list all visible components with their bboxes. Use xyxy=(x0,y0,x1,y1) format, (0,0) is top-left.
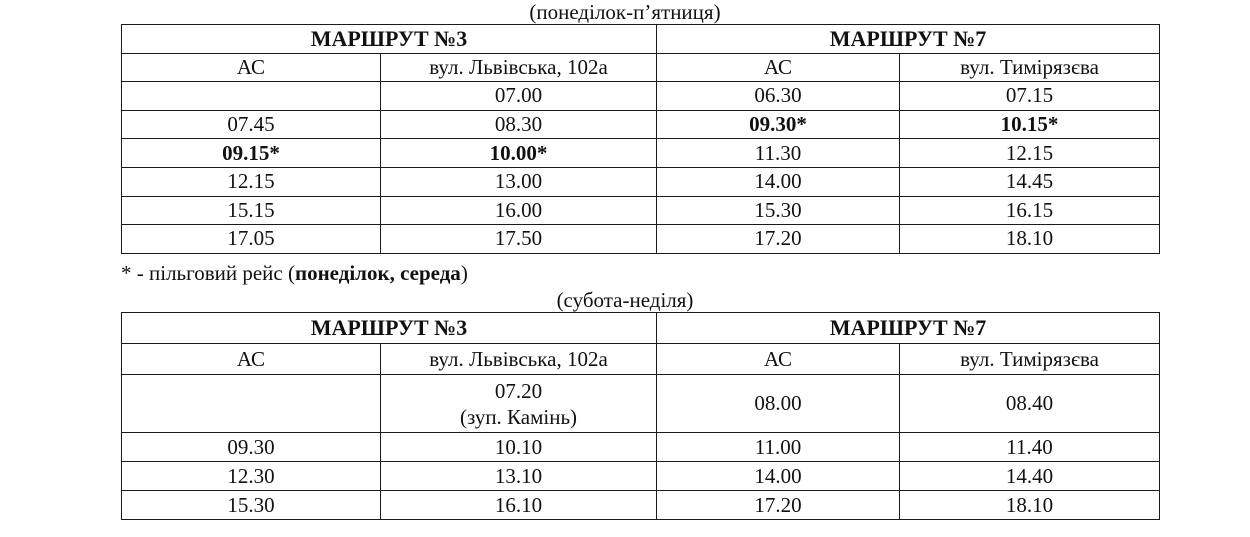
table-cell: 11.00 xyxy=(657,433,900,462)
table-cell: 15.30 xyxy=(122,491,381,520)
table-cell: 14.00 xyxy=(657,167,900,196)
table-cell: 14.45 xyxy=(900,167,1160,196)
table-row xyxy=(122,433,1160,462)
table-cell: 17.50 xyxy=(381,225,657,254)
table-cell: 14.40 xyxy=(900,462,1160,491)
footnote-prefix: * - пільговий рейс ( xyxy=(121,261,295,285)
table-cell: 12.15 xyxy=(122,167,381,196)
table-header-row xyxy=(122,344,1160,375)
table-row xyxy=(122,313,1160,344)
table-cell: 08.00 xyxy=(657,375,900,433)
route-7-title: МАРШРУТ №7 xyxy=(657,313,1160,344)
table-cell xyxy=(122,375,381,433)
table-cell: 18.10 xyxy=(900,491,1160,520)
discount-footnote xyxy=(121,261,468,285)
table-row xyxy=(122,462,1160,491)
table-row xyxy=(122,139,1160,168)
column-header-lvivska: вул. Львівська, 102а xyxy=(381,53,657,82)
weekend-caption: (субота-неділя) xyxy=(556,288,694,312)
table-cell: 08.40 xyxy=(900,375,1160,433)
footnote-days: понеділок, середа xyxy=(294,261,461,285)
table-cell: 06.30 xyxy=(657,82,900,111)
stop-note: (зуп. Камінь) xyxy=(459,404,578,429)
table-cell: 13.10 xyxy=(381,462,657,491)
route-3-title: МАРШРУТ №3 xyxy=(122,25,657,54)
table-cell: 16.10 xyxy=(381,491,657,520)
column-header-tymiriazieva: вул. Тимірязєва xyxy=(900,53,1160,82)
column-header-ac-route3: АС xyxy=(122,53,381,82)
table-cell: 11.40 xyxy=(900,433,1160,462)
table-cell: 12.15 xyxy=(900,139,1160,168)
table-cell: 17.20 xyxy=(657,491,900,520)
column-header-ac-route3: АС xyxy=(122,344,381,375)
table-row xyxy=(122,491,1160,520)
table-cell: 12.30 xyxy=(122,462,381,491)
table-cell-discount: 10.00* xyxy=(381,139,657,168)
table-cell: 18.10 xyxy=(900,225,1160,254)
table-cell-discount: 10.15* xyxy=(900,110,1160,139)
weekday-schedule-table xyxy=(121,24,1160,254)
table-cell: 16.00 xyxy=(381,196,657,225)
route-3-title: МАРШРУТ №3 xyxy=(122,313,657,344)
table-cell: 08.30 xyxy=(381,110,657,139)
column-header-lvivska: вул. Львівська, 102а xyxy=(381,344,657,375)
table-cell-with-stop-note xyxy=(381,375,657,433)
table-cell: 10.10 xyxy=(381,433,657,462)
table-cell-discount: 09.15* xyxy=(122,139,381,168)
table-cell: 14.00 xyxy=(657,462,900,491)
table-row xyxy=(122,375,1160,433)
table-cell: 13.00 xyxy=(381,167,657,196)
table-header-row xyxy=(122,53,1160,82)
departure-time: 07.20 xyxy=(494,378,543,403)
weekend-schedule-table xyxy=(121,312,1160,520)
table-row xyxy=(122,25,1160,54)
table-cell: 07.15 xyxy=(900,82,1160,111)
column-header-ac-route7: АС xyxy=(657,53,900,82)
table-cell: 16.15 xyxy=(900,196,1160,225)
table-cell: 09.30 xyxy=(122,433,381,462)
table-row xyxy=(122,196,1160,225)
column-header-tymiriazieva: вул. Тимірязєва xyxy=(900,344,1160,375)
table-cell: 15.15 xyxy=(122,196,381,225)
table-cell: 17.20 xyxy=(657,225,900,254)
table-cell: 17.05 xyxy=(122,225,381,254)
column-header-ac-route7: АС xyxy=(657,344,900,375)
table-cell: 15.30 xyxy=(657,196,900,225)
route-7-title: МАРШРУТ №7 xyxy=(657,25,1160,54)
table-cell-discount: 09.30* xyxy=(657,110,900,139)
table-cell xyxy=(122,82,381,111)
table-row xyxy=(122,82,1160,111)
footnote-suffix: ) xyxy=(460,261,468,285)
table-cell: 07.45 xyxy=(122,110,381,139)
table-row xyxy=(122,110,1160,139)
weekday-caption: (понеділок-п’ятниця) xyxy=(529,0,721,24)
table-cell: 11.30 xyxy=(657,139,900,168)
table-cell: 07.00 xyxy=(381,82,657,111)
table-row xyxy=(122,225,1160,254)
table-row xyxy=(122,167,1160,196)
